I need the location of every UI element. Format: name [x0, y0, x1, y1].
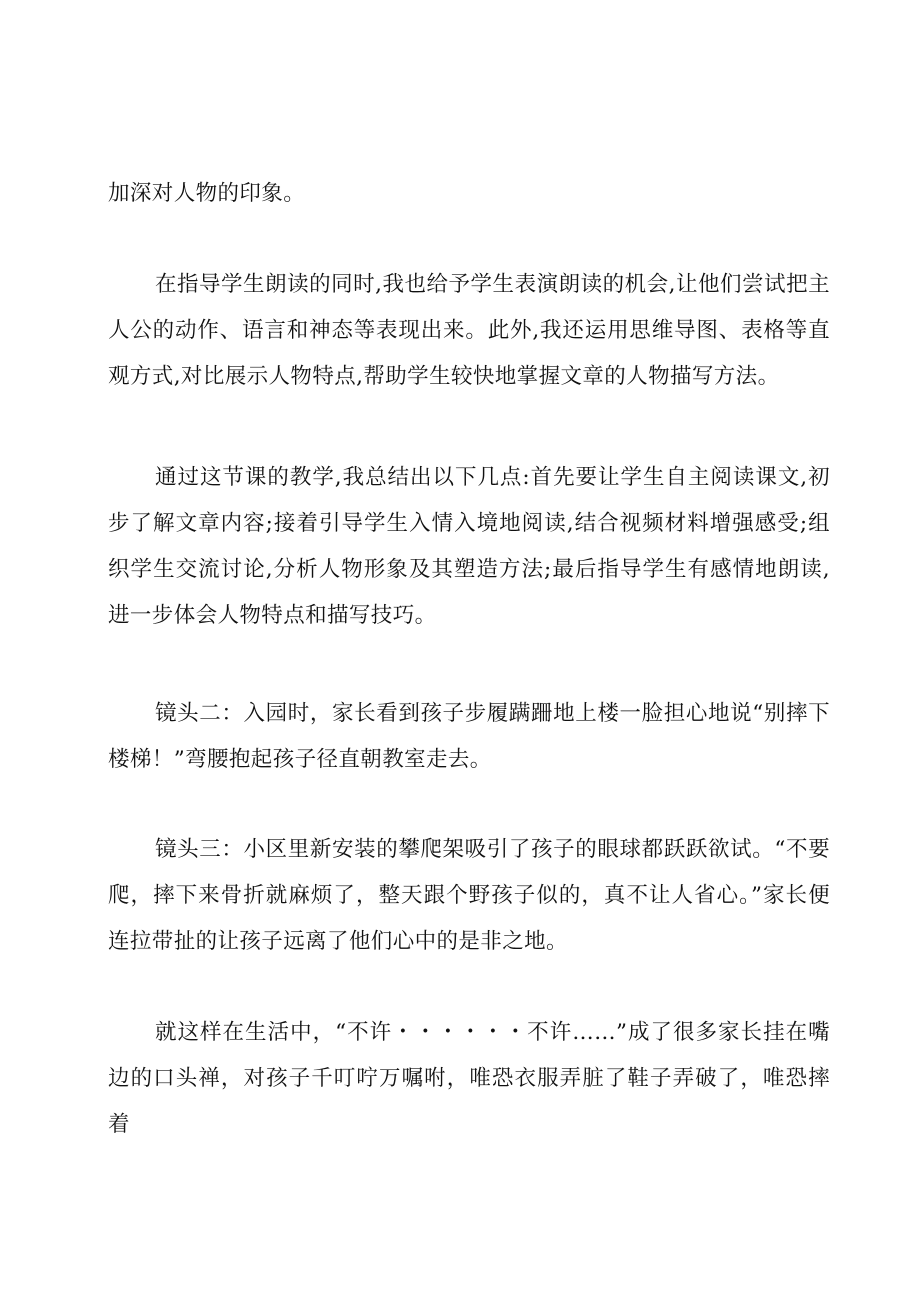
paragraph-scene-two: 镜头二：入园时，家长看到孩子步履蹒跚地上楼一脸担心地说“别摔下楼梯！”弯腰抱起孩子径直朝教室走去。 — [108, 701, 830, 772]
paragraph-continuation: 加深对人物的印象。 — [108, 181, 306, 206]
paragraph-teaching-summary: 通过这节课的教学,我总结出以下几点:首先要让学生自主阅读课文,初步了解文章内容;接着引导学生入情入境地阅读,结合视频材料增强感受;组织学生交流讨论,分析人物形象及其塑造方法;最后指导学生有感情地朗读,进一步体会人物特点和描写技巧。 — [108, 465, 830, 628]
paragraph-daily-life: 就这样在生活中，“不许・・・・・・不许……”成了很多家长挂在嘴边的口头禅，对孩子千叮咛万嘱咐，唯恐衣服弄脏了鞋子弄破了，唯恐摔着 — [108, 1020, 830, 1137]
paragraph-scene-three: 镜头三：小区里新安装的攀爬架吸引了孩子的眼球都跃跃欲试。“不要爬，摔下来骨折就麻烦了，整天跟个野孩子似的，真不让人省心。”家长便连拉带扯的让孩子远离了他们心中的是非之地。 — [108, 837, 830, 954]
paragraph-reading-performance: 在指导学生朗读的同时,我也给予学生表演朗读的机会,让他们尝试把主人公的动作、语言和神态等表现出来。此外,我还运用思维导图、表格等直观方式,对比展示人物特点,帮助学生较快地掌握文章的人物描写方法。 — [108, 272, 830, 389]
